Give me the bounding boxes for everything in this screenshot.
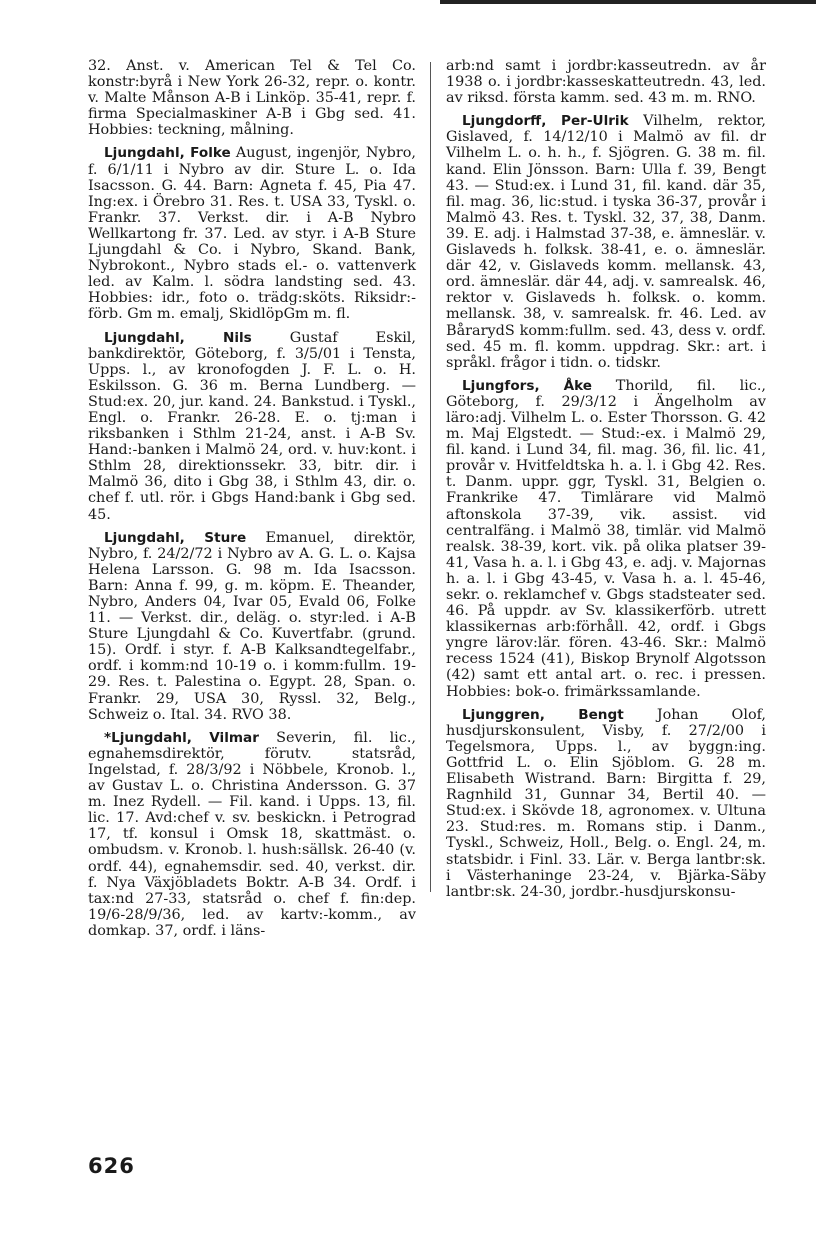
left-column: [88, 58, 416, 939]
entry-text: Severin, fil. lic., egnahemsdirektör, förutv. statsråd, Ingelstad, f. 28/3/92 i Nöbbele, Kronob. l., av Gustav L. o. Christina Andersson. G. 37 m. Inez Rydell. — Fil. kand. i Upps. 13, fil. lic. 17. Avd:chef v. sv. beskickn. i Petrograd 17, tf. konsul i Omsk 18, skattmäst. o. ombudsm. v. Kronob. l. hush:sällsk. 26-40 (v. ordf. 44), egnahemsdir. sed. 40, verkst. dir. f. Nya Växjöbladets Boktr. A-B 34. Ordf. i tax:nd 27-33, statsråd o. chef f. fin:dep. 19/6-28/9/36, led. av kartv:-komm., av domkap. 37, ordf. i läns-: [88, 729, 416, 939]
entry-name: Ljungdahl, Nils: [104, 329, 252, 346]
entry: [88, 730, 416, 939]
entry-name: Ljunggren, Bengt: [462, 706, 624, 723]
entry-name: Ljungdorff, Per-Ulrik: [462, 113, 629, 130]
entry-text: Thorild, fil. lic., Göteborg, f. 29/3/12 i Ängelholm av läro:adj. Vilhelm L. o. Ester Thorsson. G. 42 m. Maj Elgstedt. — Stud:-ex. i Malmö 29, fil. kand. i Lund 34, fil. mag. 36, fil. lic. 41, provår v. Hvitfeldtska h. a. l. i Gbg 42. Res. t. Danm. uppr. ggr, Tyskl. 31, Belgien o. Frankrike 47. Timlärare vid Malmö aftonskola 37-39, vik. assist. vid centralfäng. i Malmö 38, timlär. vid Malmö realsk. 38-39, kort. vik. på olika platser 39-41, Vasa h. a. l. i Gbg 43, e. adj. v. Majornas h. a. l. i Gbg 43-45, v. Vasa h. a. l. 45-46, sekr. o. reklamchef v. Gbgs stadsteater sed. 46. På uppdr. av Sv. klassikerförb. utrett klassikernas arb:förhåll. 42, ordf. i Gbgs yngre lärov:lär. fören. 43-46. Skr.: Malmö recess 1524 (41), Biskop Brynolf Algotsson (42) samt ett antal art. o. rec. i pressen. Hobbies: bok-o. frimärkssamlande.: [446, 377, 766, 700]
entry-name: Ljungdahl, Sture: [104, 529, 247, 546]
entry: [88, 330, 416, 523]
entry: [446, 113, 766, 371]
entry: [88, 145, 416, 322]
entry-text: Vilhelm, rektor, Gislaved, f. 14/12/10 i Malmö av fil. dr Vilhelm L. o. h. h., f. Sjögren. G. 38 m. fil. kand. Elin Jönsson. Barn: Ulla f. 39, Bengt 43. — Stud:ex. i Lund 31, fil. kand. där 35, fil. mag. 36, lic:stud. i tyska 36-37, provår i Malmö 43. Res. t. Tyskl. 32, 37, 38, Danm. 39. E. adj. i Halmstad 37-38, e. ämneslär. v. Gislaveds h. folksk. 38-41, e. o. ämneslär. där 42, v. Gislaveds komm. mellansk. 43, ord. ämneslär. där 44, adj. v. samrealsk. 46, rektor v. Gislaveds h. folksk. o. komm. mellansk. 38, v. samrealsk. fr. 46. Led. av BårarydS komm:fullm. sed. 43, dess v. ordf. sed. 45 m. fl. komm. uppdrag. Skr.: art. i språkl. frågor i tidn. o. tidskr.: [446, 113, 766, 371]
entry-text: arb:nd samt i jordbr:kasseutredn. av år 1938 o. i jordbr:kasseskatteutredn. 43, led. av riksd. första kamm. sed. 43 m. m. RNO.: [446, 58, 766, 107]
entry-text: Gustaf Eskil, bankdirektör, Göteborg, f. 3/5/01 i Tensta, Upps. l., av kronofogden J. F. L. o. H. Eskilsson. G. 36 m. Berna Lundberg. — Stud:ex. 20, jur. kand. 24. Bankstud. i Tyskl., Engl. o. Frankr. 26-28. E. o. tj:man i riksbanken i Sthlm 21-24, anst. i A-B Sv. Hand:-banken i Malmö 24, ord. v. huv:kont. i Sthlm 28, direktionssekr. 33, bitr. dir. i Malmö 36, dito i Gbg 38, i Sthlm 43, dir. o. chef f. utl. rör. i Gbgs Hand:bank i Gbg sed. 45.: [88, 329, 416, 523]
entry-text: 32. Anst. v. American Tel & Tel Co. konstr:byrå i New York 26-32, repr. o. kontr. v. Malte Månson A-B i Linköp. 35-41, repr. f. firma Specialmaskiner A-B i Gbg sed. 41. Hobbies: teckning, målning.: [88, 58, 416, 139]
entry: [88, 58, 416, 138]
column-divider: [430, 62, 431, 892]
entry-text: August, ingenjör, Nybro, f. 6/1/11 i Nybro av dir. Sture L. o. Ida Isacsson. G. 44. Barn: Agneta f. 45, Pia 47. Ing:ex. i Örebro 31. Res. t. USA 33, Tyskl. o. Frankr. 37. Verkst. dir. i A-B Nybro Wellkartong fr. 37. Led. av styr. i A-B Sture Ljungdahl & Co. i Nybro, Skand. Bank, Nybrokont., Nybro stads el.- o. vattenverk led. av Kalm. l. södra landsting sed. 43. Hobbies: idr., foto o. trädg:sköts. Riksidr:-förb. Gm m. emalj, SkidlöpGm m. fl.: [88, 145, 416, 323]
entry: [446, 707, 766, 900]
entry-name: Ljungfors, Åke: [462, 377, 592, 394]
entry-name: *Ljungdahl, Vilmar: [104, 729, 259, 746]
top-rule: [440, 0, 816, 4]
entry-text: Johan Olof, husdjurskonsulent, Visby, f. 27/2/00 i Tegelsmora, Upps. l., av byggn:ing. Gottfrid L. o. Elin Sjöblom. G. 28 m. Elisabeth Wistrand. Barn: Birgitta f. 29, Ragnhild 31, Gunnar 34, Bertil 40. — Stud:ex. i Skövde 18, agronomex. v. Ultuna 23. Stud:res. m. Romans stip. i Danm., Tyskl., Schweiz, Holl., Belg. o. Engl. 24, m. statsbidr. i Finl. 33. Lär. v. Berga lantbr:sk. i Västerhaninge 23-24, v. Bjärka-Säby lantbr:sk. 24-30, jordbr.-husdjurskonsu-: [446, 706, 766, 900]
entry: [446, 378, 766, 700]
entry-name: Ljungdahl, Folke: [104, 145, 231, 162]
right-column: [446, 58, 766, 900]
entry: [446, 58, 766, 106]
page-number: 626: [88, 1154, 135, 1178]
entry-text: Emanuel, direktör, Nybro, f. 24/2/72 i Nybro av A. G. L. o. Kajsa Helena Larsson. G. 98 m. Ida Isacsson. Barn: Anna f. 99, g. m. köpm. E. Theander, Nybro, Anders 04, Ivar 05, Evald 06, Folke 11. — Verkst. dir., deläg. o. styr:led. i A-B Sture Ljungdahl & Co. Kuvertfabr. (grund. 15). Ordf. i styr. f. A-B Kalksandtegelfabr., ordf. i komm:nd 10-19 o. i komm:fullm. 19-29. Res. t. Palestina o. Egypt. 28, Span. o. Frankr. 29, USA 30, Ryssl. 32, Belg., Schweiz o. Ital. 34. RVO 38.: [88, 529, 416, 723]
entry: [88, 530, 416, 723]
